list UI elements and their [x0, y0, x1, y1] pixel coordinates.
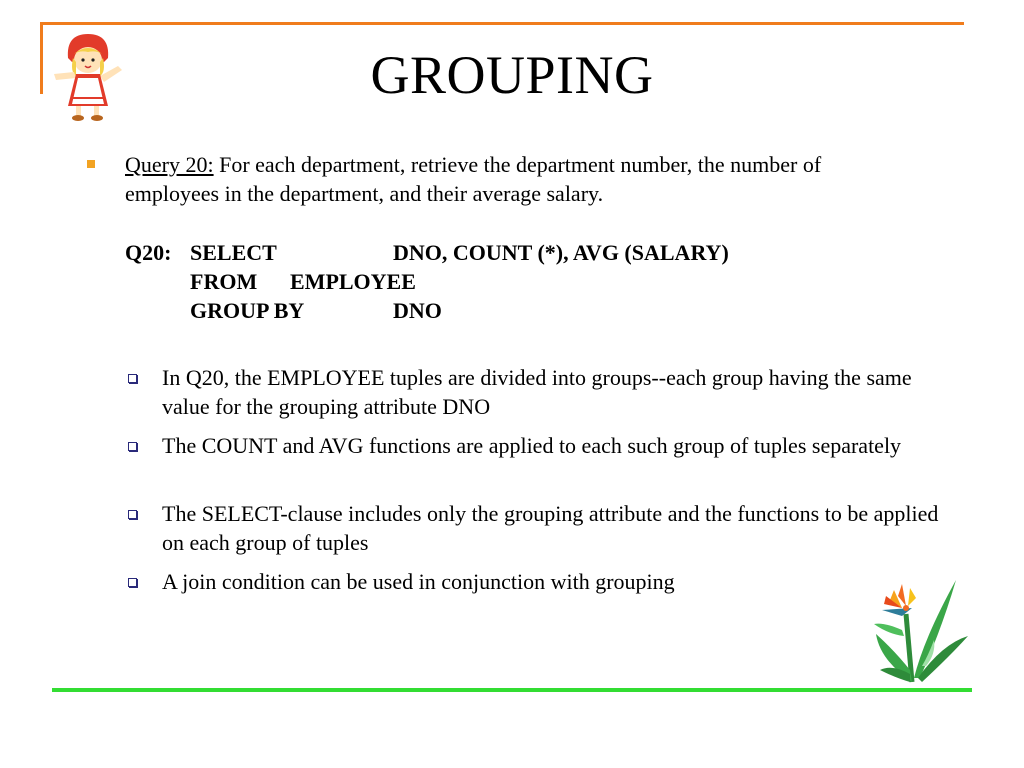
point-item: The SELECT-clause includes only the grouping attribute and the functions to be applied on each group of tuples — [162, 501, 939, 555]
sql-select-expression: DNO, COUNT (*), AVG (SALARY) — [393, 240, 729, 265]
hollow-square-bullet-icon — [128, 510, 137, 519]
sql-from-keyword: FROM — [190, 269, 258, 294]
sql-groupby-keyword: GROUP BY — [190, 298, 305, 323]
sql-select-keyword: SELECT — [190, 240, 277, 265]
hollow-square-bullet-icon — [128, 578, 137, 587]
slide-title: GROUPING — [370, 45, 654, 105]
point-item: In Q20, the EMPLOYEE tuples are divided into groups--each group having the same value for the grouping attribute DNO — [162, 365, 912, 419]
sql-groupby-expression: DNO — [393, 298, 442, 323]
hollow-square-bullet-icon — [128, 442, 137, 451]
query-label: Query 20: — [125, 152, 214, 177]
query-description — [125, 150, 915, 208]
bottom-rule — [52, 688, 972, 692]
sql-from-expression: EMPLOYEE — [290, 269, 416, 294]
point-item: A join condition can be used in conjunction with grouping — [162, 569, 675, 594]
hollow-square-bullet-icon — [128, 374, 137, 383]
query-text: For each department, retrieve the department number, the number of employees in the department, and their average salary. — [125, 152, 822, 206]
square-bullet-icon — [87, 160, 95, 168]
point-item: The COUNT and AVG functions are applied to each such group of tuples separately — [162, 433, 902, 458]
flower-clipart-icon — [872, 574, 972, 686]
sql-label: Q20: — [125, 240, 172, 265]
frame-top-border — [40, 22, 964, 25]
